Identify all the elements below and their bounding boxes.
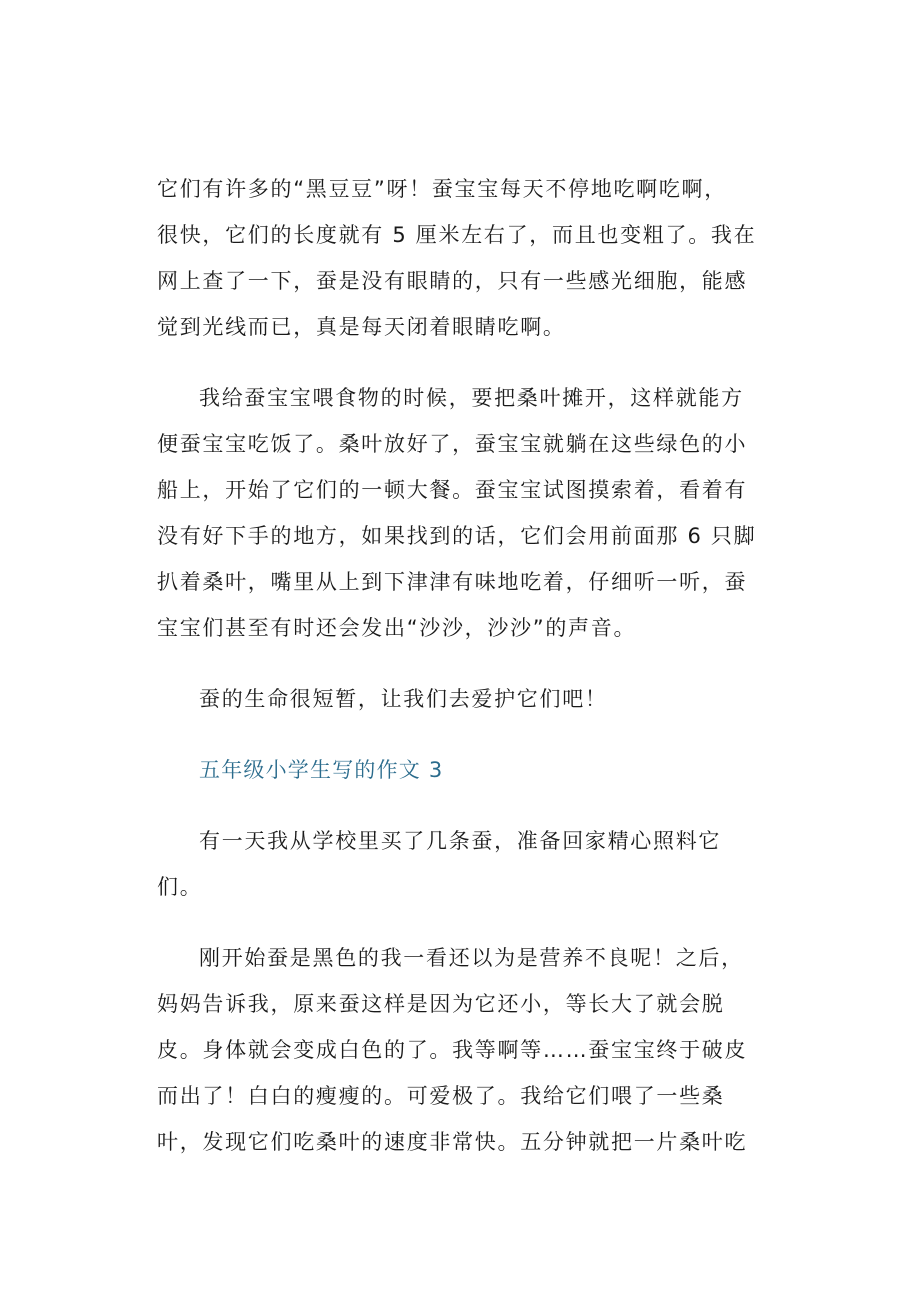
text-line: 刚开始蚕是黑色的我一看还以为是营养不良呢！之后， — [199, 946, 744, 970]
heading-text: 五年级小学生写的作文 3 — [199, 758, 444, 782]
text-line: 它们有许多的“黑豆豆”呀！蚕宝宝每天不停地吃啊吃啊， — [157, 177, 727, 201]
text-line: 我给蚕宝宝喂食物的时候，要把桑叶摊开，这样就能方 — [199, 386, 744, 410]
paragraph — [157, 935, 757, 1165]
paragraph — [157, 818, 757, 910]
text-line: 蚕的生命很短暂，让我们去爱护它们吧！ — [199, 687, 608, 711]
text-line: 扒着桑叶，嘴里从上到下津津有味地吃着，仔细听一听，蚕 — [157, 570, 748, 594]
text-line: 而出了！白白的瘦瘦的。可爱极了。我给它们喂了一些桑 — [157, 1084, 725, 1108]
paragraph — [157, 166, 757, 350]
paragraph — [157, 676, 757, 722]
text-line: 便蚕宝宝吃饭了。桑叶放好了，蚕宝宝就躺在这些绿色的小 — [157, 432, 748, 456]
text-line: 妈妈告诉我，原来蚕这样是因为它还小，等长大了就会脱 — [157, 992, 725, 1016]
text-line: 没有好下手的地方，如果找到的话，它们会用前面那 6 只脚 — [157, 524, 757, 548]
text-line: 有一天我从学校里买了几条蚕，准备回家精心照料它 — [199, 829, 722, 853]
text-line: 很快，它们的长度就有 5 厘米左右了，而且也变粗了。我在 — [157, 223, 757, 247]
document-body — [157, 166, 757, 1165]
section-heading — [157, 747, 757, 793]
text-line: 觉到光线而已，真是每天闭着眼睛吃啊。 — [157, 315, 566, 339]
text-line: 叶，发现它们吃桑叶的速度非常快。五分钟就把一片桑叶吃 — [157, 1130, 748, 1154]
text-line: 宝宝们甚至有时还会发出“沙沙，沙沙”的声音。 — [157, 616, 637, 640]
text-line: 船上，开始了它们的一顿大餐。蚕宝宝试图摸索着，看着有 — [157, 478, 748, 502]
text-line: 皮。身体就会变成白色的了。我等啊等……蚕宝宝终于破皮 — [157, 1038, 748, 1062]
text-line: 网上查了一下，蚕是没有眼睛的，只有一些感光细胞，能感 — [157, 269, 748, 293]
paragraph — [157, 375, 757, 651]
text-line: 们。 — [157, 875, 203, 899]
